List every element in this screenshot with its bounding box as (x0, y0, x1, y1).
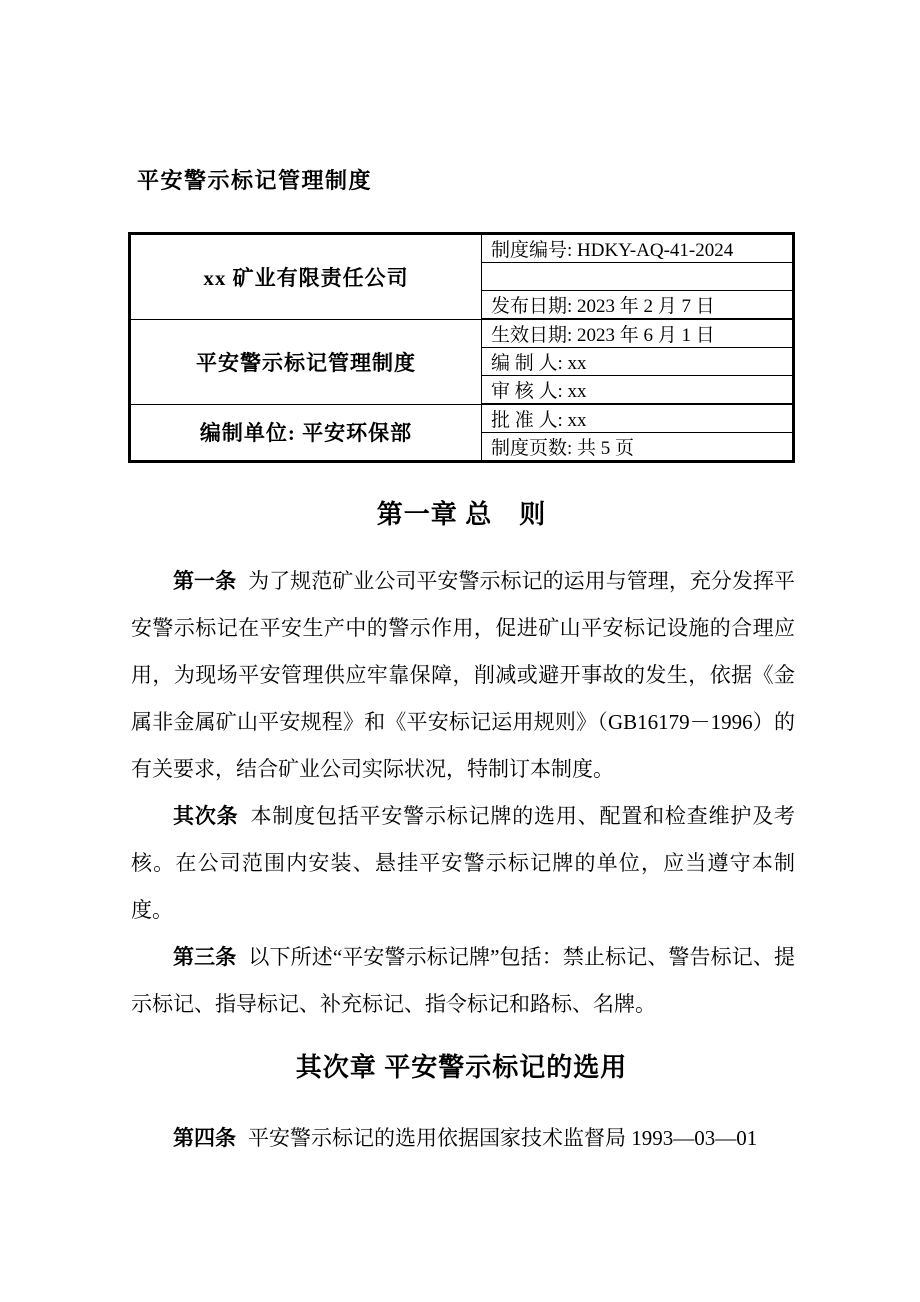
chapter-1-heading: 第一章 总 则 (376, 500, 547, 529)
article-3-paragraph (131, 934, 795, 1028)
article-4-text: 平安警示标记的选用依据国家技术监督局 1993—03—01 (248, 1126, 758, 1150)
info-table-empty-cell (482, 263, 794, 291)
info-table-issue-date-cell: 发布日期: 2023 年 2 月 7 日 (482, 291, 794, 320)
article-3-number: 第三条 (173, 945, 237, 969)
info-table-doc-number-cell: 制度编号: HDKY-AQ-41-2024 (482, 234, 794, 263)
info-table-compile-unit-cell: 编制单位: 平安环保部 (130, 404, 482, 462)
article-4-number: 第四条 (173, 1126, 236, 1150)
article-1-text: 为了规范矿业公司平安警示标记的运用与管理，充分发挥平安警示标记在平安生产中的警示作用，促进矿山平安标记设施的合理应用，为现场平安管理供应牢靠保障，削减或避开事故的发生，依据《金属非金属矿山平安规程》和《平安标记运用规则》（GB16179－1996）的有关要求，结合矿业公司实际状况，特制订本制度。 (131, 569, 795, 781)
article-4-paragraph (131, 1115, 795, 1162)
article-2-paragraph (131, 793, 795, 934)
article-1-number: 第一条 (173, 569, 237, 593)
chapter-1-body (131, 558, 795, 1028)
chapter-2-body (131, 1115, 795, 1162)
document-title: 平安警示标记管理制度 (137, 168, 373, 193)
article-3-text: 以下所述“平安警示标记牌”包括：禁止标记、警告标记、提示标记、指导标记、补充标记、指令标记和路标、名牌。 (131, 945, 796, 1016)
info-table-reviewer-cell: 审 核 人: xx (482, 376, 794, 405)
article-2-number: 其次条 (173, 804, 239, 828)
article-2-text: 本制度包括平安警示标记牌的选用、配置和检查维护及考核。在公司范围内安装、悬挂平安警示标记牌的单位，应当遵守本制度。 (131, 804, 796, 922)
info-table-effective-date-cell: 生效日期: 2023 年 6 月 1 日 (482, 319, 794, 348)
info-table-author-cell: 编 制 人: xx (482, 348, 794, 376)
info-table (128, 232, 795, 463)
info-table-page-count-cell: 制度页数: 共 5 页 (482, 433, 794, 462)
chapter-2-heading: 其次章 平安警示标记的选用 (295, 1053, 628, 1082)
info-table-company-cell: xx 矿业有限责任公司 (130, 234, 482, 320)
info-table-doc-name-cell: 平安警示标记管理制度 (130, 319, 482, 404)
article-1-paragraph (131, 558, 795, 793)
info-table-approver-cell: 批 准 人: xx (482, 404, 794, 433)
